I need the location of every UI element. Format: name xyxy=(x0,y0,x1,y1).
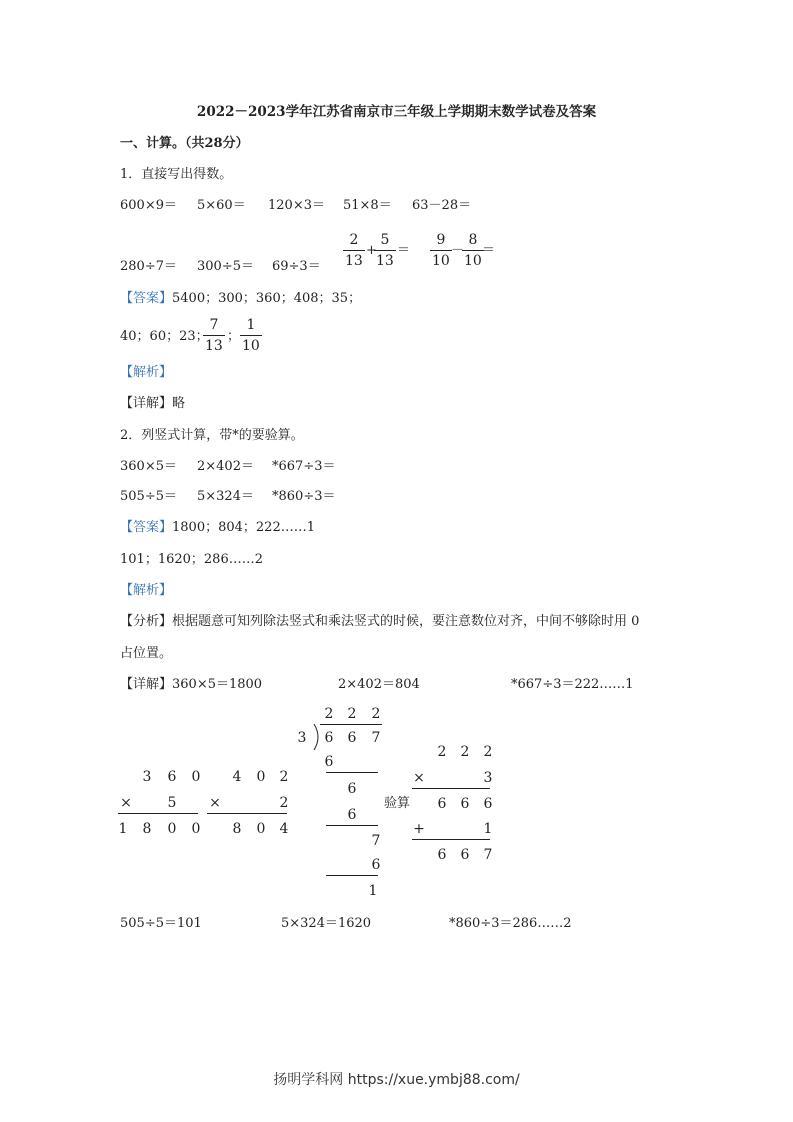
fraction-numerator: 5 xyxy=(380,232,390,248)
digit: 0 xyxy=(256,769,266,785)
q2-item: 505÷5＝ xyxy=(120,489,177,504)
division-bar xyxy=(320,724,382,725)
fraction xyxy=(462,233,484,268)
digit: 1 xyxy=(118,821,128,837)
answer-text: 1800；804；222……1 xyxy=(172,520,315,535)
q2-item: 360×5＝ xyxy=(120,459,177,474)
fraction-denominator: 13 xyxy=(203,335,225,353)
digit: 2 xyxy=(460,744,470,760)
q1-item: 300÷5＝ xyxy=(197,259,254,274)
digit: 3 xyxy=(483,770,493,786)
operator: × xyxy=(413,770,425,786)
q2-item: 5×324＝ xyxy=(197,489,254,504)
q1-item: 69÷3＝ xyxy=(272,259,321,274)
rule-line xyxy=(412,788,490,789)
check-label: 验算 xyxy=(384,796,411,811)
digit: 5 xyxy=(167,795,177,811)
rule-line xyxy=(326,875,378,876)
digit: 6 xyxy=(324,754,334,770)
fraction xyxy=(374,233,396,268)
detail-tag: 【详解】 xyxy=(120,677,173,692)
rule-line xyxy=(412,839,490,840)
fraction-numerator: 7 xyxy=(209,317,219,333)
rule-line xyxy=(326,772,378,773)
answer-fraction xyxy=(240,318,262,353)
answer-text: 101；1620；286……2 xyxy=(120,552,263,567)
answer-tag: 【答案】 xyxy=(120,520,173,535)
analysis-text: 【分析】根据题意可知列除法竖式和乘法竖式的时候，要注意数位对齐，中间不够除时用 0 xyxy=(120,614,640,629)
digit: 6 xyxy=(483,796,493,812)
section-heading: 一、计算。（共28分） xyxy=(120,136,249,151)
operator: × xyxy=(120,795,132,811)
digit: 2 xyxy=(371,706,381,722)
digit: 8 xyxy=(142,821,152,837)
digit: 6 xyxy=(347,730,357,746)
fraction-numerator: 1 xyxy=(246,317,256,333)
analysis-text: 占位置。 xyxy=(120,646,173,661)
digit: 1 xyxy=(368,883,378,899)
q1-item: 5×60＝ xyxy=(197,198,246,213)
detail-item: *667÷3＝222……1 xyxy=(511,677,634,692)
digit: 2 xyxy=(437,744,447,760)
footer-watermark: 扬明学科网 https://xue.ymbj88.com/ xyxy=(273,1072,520,1088)
q1-item: 63－28＝ xyxy=(412,198,472,213)
digit: 0 xyxy=(191,821,201,837)
digit: 2 xyxy=(279,769,289,785)
q1-item: 600×9＝ xyxy=(120,198,177,213)
digit: 3 xyxy=(297,730,307,746)
digit: 6 xyxy=(324,730,334,746)
analysis-tag: 【解析】 xyxy=(120,583,173,598)
equals-sign: ＝ xyxy=(397,243,411,258)
fraction-numerator: 2 xyxy=(349,232,359,248)
digit: 6 xyxy=(347,781,357,797)
fraction-denominator: 10 xyxy=(430,250,452,268)
digit: 6 xyxy=(460,796,470,812)
q2-item: 2×402＝ xyxy=(197,459,254,474)
digit: 6 xyxy=(437,796,447,812)
digit: 0 xyxy=(191,769,201,785)
q1-item: 51×8＝ xyxy=(343,198,392,213)
operator: + xyxy=(366,243,377,258)
rule-line xyxy=(326,825,378,826)
analysis-tag: 【解析】 xyxy=(120,365,173,380)
detail-item: 5×324＝1620 xyxy=(281,916,372,931)
q2-item: *667÷3＝ xyxy=(272,459,336,474)
digit: 2 xyxy=(279,795,289,811)
digit: 7 xyxy=(483,847,493,863)
digit: 0 xyxy=(256,821,266,837)
detail-text: 【详解】略 xyxy=(120,396,186,411)
q1-item: 280÷7＝ xyxy=(120,259,177,274)
q2-item: *860÷3＝ xyxy=(272,489,336,504)
detail-item: 2×402＝804 xyxy=(338,677,420,692)
operator: × xyxy=(209,795,221,811)
digit: 3 xyxy=(142,769,152,785)
answer-separator: ； xyxy=(227,329,241,344)
fraction xyxy=(430,233,452,268)
fraction-numerator: 8 xyxy=(468,232,478,248)
fraction-denominator: 13 xyxy=(374,250,396,268)
question-2-label: 2．列竖式计算，带*的要验算。 xyxy=(120,428,304,443)
answer-text: 40；60；23； xyxy=(120,329,209,344)
detail-item: 360×5＝1800 xyxy=(172,677,263,692)
fraction-denominator: 10 xyxy=(240,335,262,353)
digit: 6 xyxy=(437,847,447,863)
digit: 7 xyxy=(371,833,381,849)
fraction xyxy=(343,233,365,268)
fraction-numerator: 9 xyxy=(436,232,446,248)
page-title: 2022－2023学年江苏省南京市三年级上学期期末数学试卷及答案 xyxy=(196,104,597,120)
digit: 2 xyxy=(324,706,334,722)
digit: 4 xyxy=(232,769,242,785)
digit: 8 xyxy=(232,821,242,837)
digit: 6 xyxy=(371,857,381,873)
answer-fraction xyxy=(203,318,225,353)
answer-text: 5400；300；360；408；35； xyxy=(172,291,362,306)
operator: － xyxy=(451,243,465,258)
digit: 6 xyxy=(347,807,357,823)
digit: 6 xyxy=(460,847,470,863)
digit: 2 xyxy=(347,706,357,722)
equals-sign: ＝ xyxy=(482,243,496,258)
digit: 4 xyxy=(279,821,289,837)
fraction-denominator: 13 xyxy=(343,250,365,268)
q1-item: 120×3＝ xyxy=(268,198,325,213)
rule-line xyxy=(118,813,198,814)
digit: 0 xyxy=(167,821,177,837)
rule-line xyxy=(207,813,287,814)
question-1-label: 1．直接写出得数。 xyxy=(120,167,233,182)
digit: 6 xyxy=(167,769,177,785)
digit: 7 xyxy=(371,730,381,746)
digit: 1 xyxy=(483,821,493,837)
answer-tag: 【答案】 xyxy=(120,291,173,306)
fraction-denominator: 10 xyxy=(462,250,484,268)
digit: 2 xyxy=(483,744,493,760)
operator: + xyxy=(413,821,425,837)
detail-item: 505÷5＝101 xyxy=(120,916,202,931)
detail-item: *860÷3＝286……2 xyxy=(449,916,572,931)
